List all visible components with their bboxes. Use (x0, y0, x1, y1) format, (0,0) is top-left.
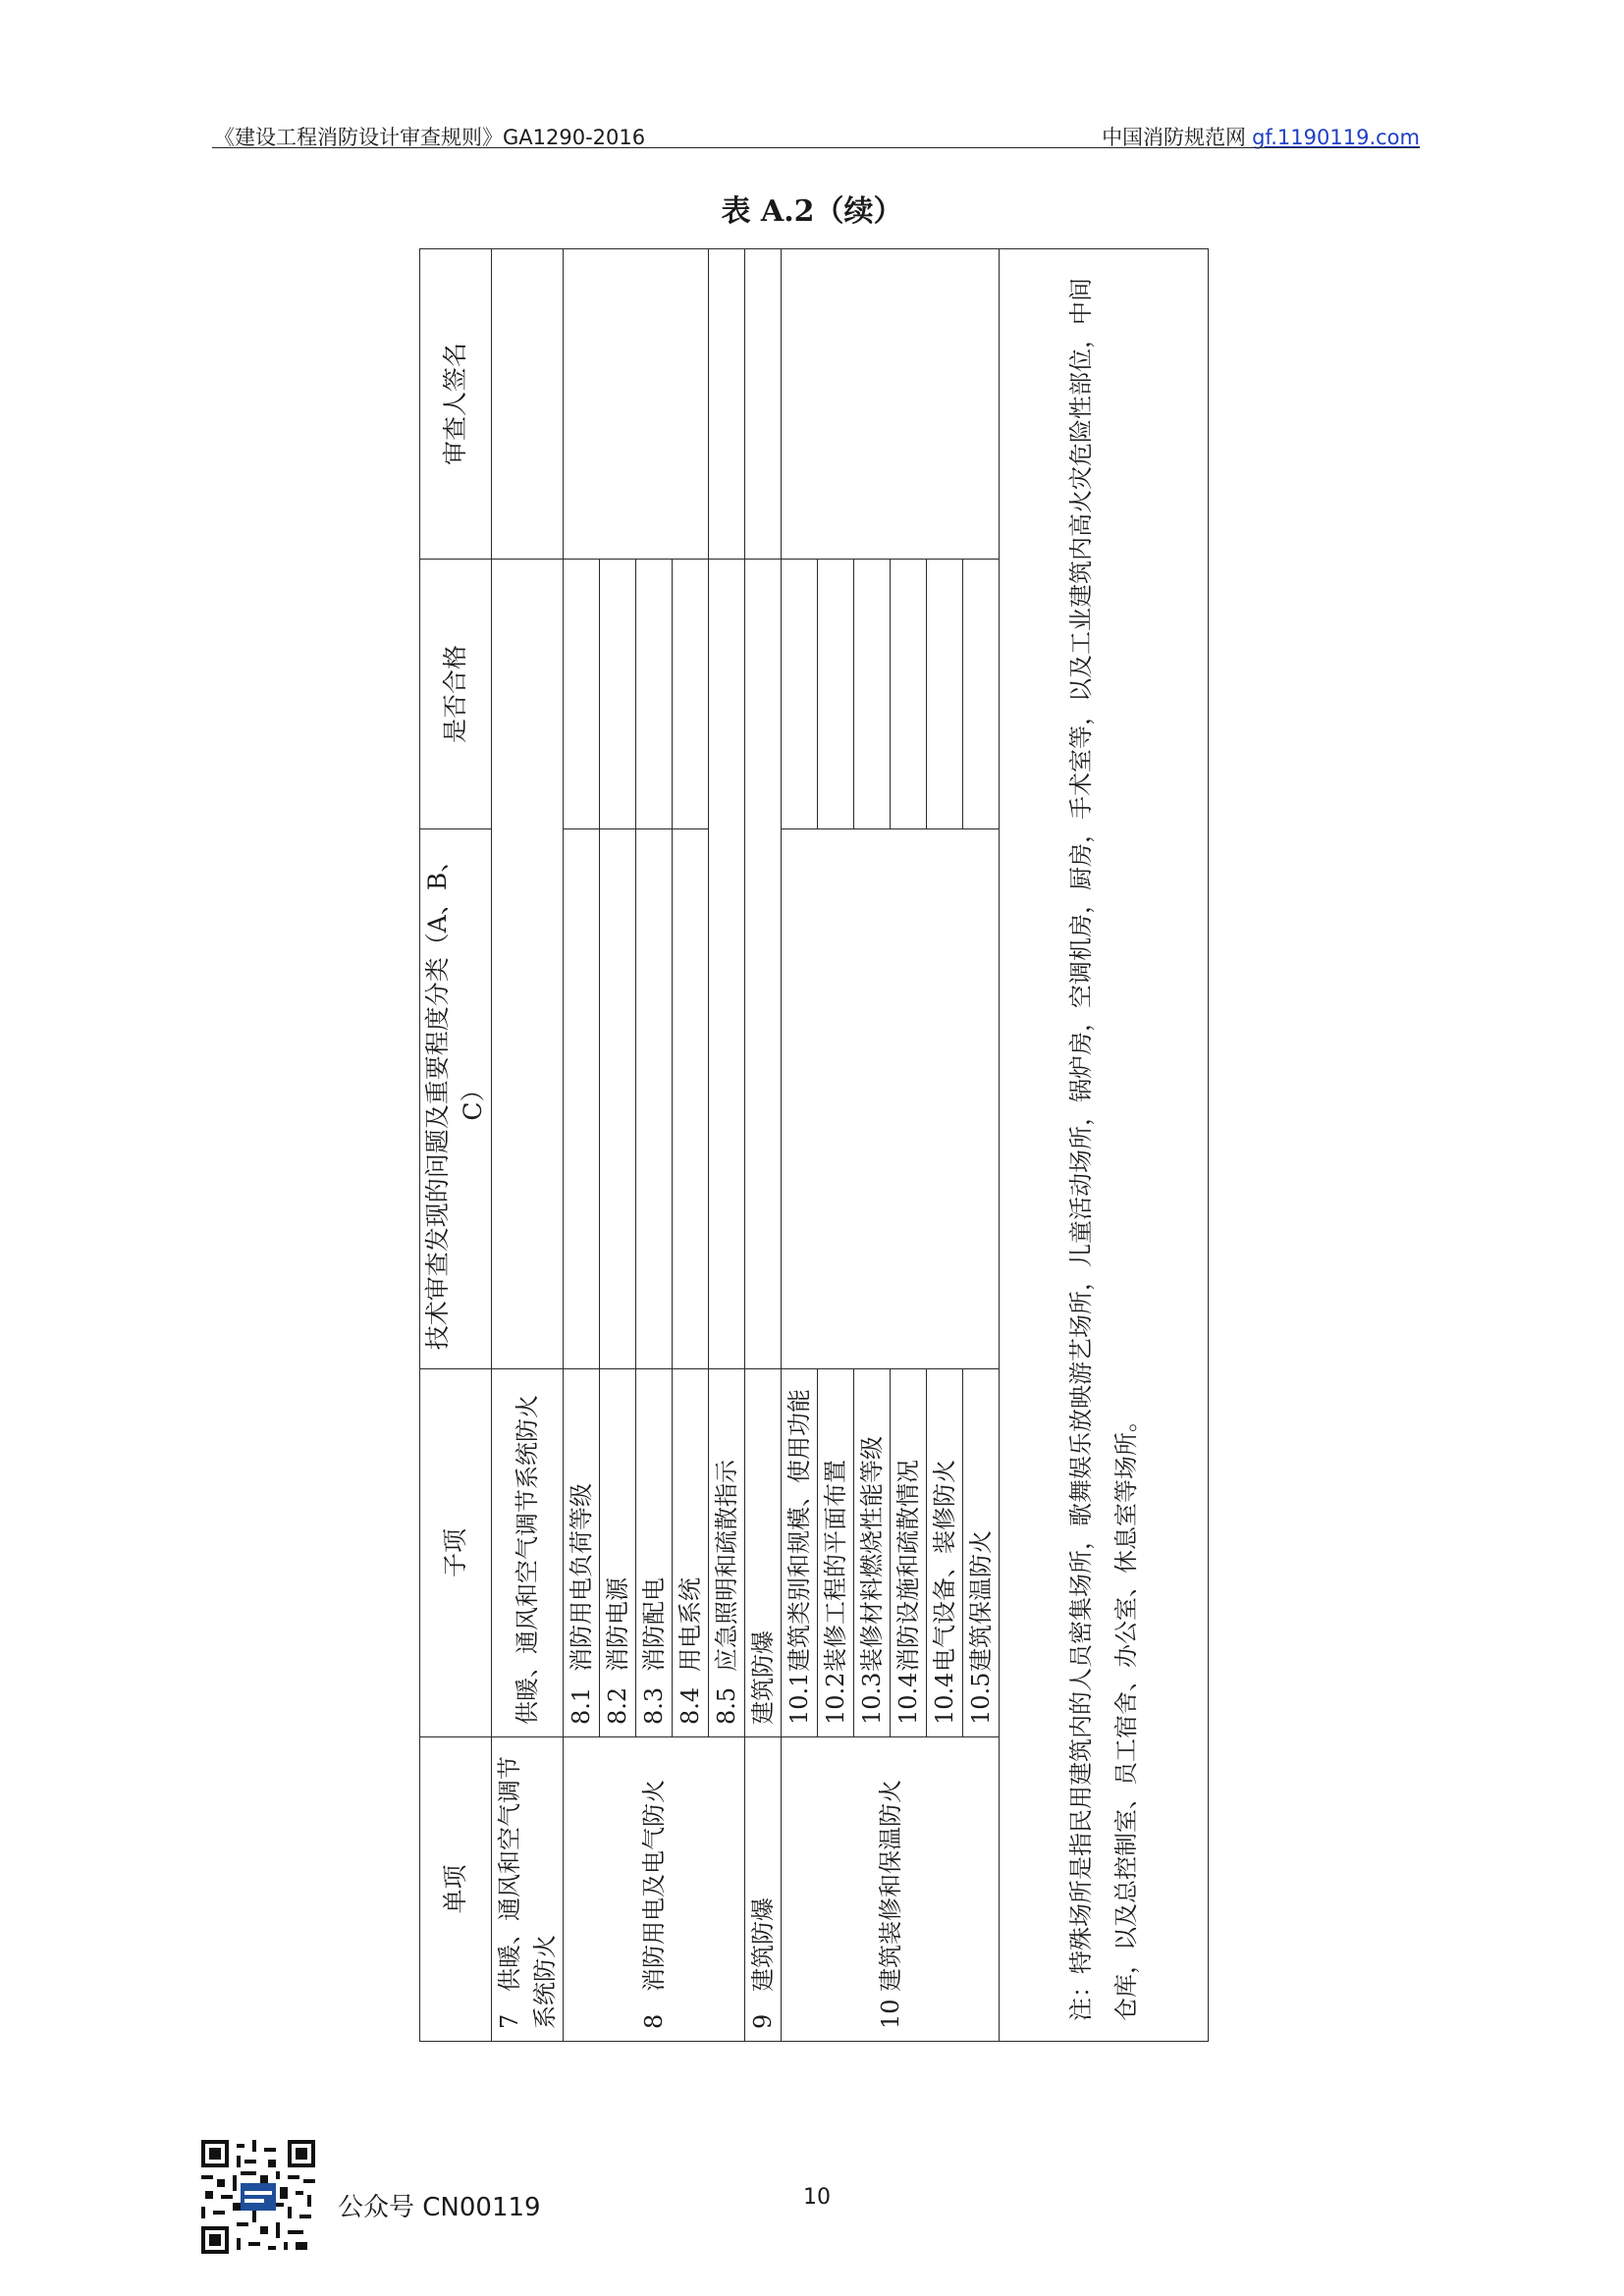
table-row (782, 249, 818, 2042)
subitem-cell: 10.4消防设施和疏散情况 (891, 1369, 927, 1737)
issues-cell (745, 560, 782, 1369)
qualified-cell (891, 560, 927, 829)
qualified-cell (600, 560, 636, 829)
qualified-cell (782, 560, 818, 829)
issues-cell (564, 829, 600, 1369)
issues-cell (709, 560, 745, 1369)
table-header-row (420, 249, 492, 2042)
qualified-cell (636, 560, 673, 829)
page-number: 10 (803, 2185, 831, 2210)
table-row (492, 249, 564, 2042)
item-cell: 10建筑装修和保温防火 (782, 1737, 1000, 2042)
subitem-cell: 10.4电气设备、装修防火 (927, 1369, 963, 1737)
signature-cell (492, 249, 564, 560)
qualified-cell (564, 560, 600, 829)
subitem-cell: 10.1建筑类别和规模、使用功能 (782, 1369, 818, 1737)
header-signature: 审查人签名 (420, 249, 492, 560)
signature-cell (782, 249, 1000, 560)
qualified-cell (927, 560, 963, 829)
qualified-cell (963, 560, 1000, 829)
header-doc-title: 《建设工程消防设计审查规则》GA1290-2016 (214, 126, 646, 149)
subitem-cell: 8.1消防用电负荷等级 (564, 1369, 600, 1737)
qualified-cell (818, 560, 854, 829)
qualified-cell (854, 560, 891, 829)
subitem-cell: 10.3装修材料燃烧性能等级 (854, 1369, 891, 1737)
subitem-cell: 供暖、通风和空气调节系统防火 (492, 1369, 564, 1737)
header-subitem: 子项 (420, 1369, 492, 1737)
review-table (419, 248, 1209, 2042)
issues-cell (600, 829, 636, 1369)
signature-cell (564, 249, 709, 560)
item-cell: 9建筑防爆 (745, 1737, 782, 2042)
signature-cell (745, 249, 782, 560)
subitem-cell: 8.4用电系统 (673, 1369, 709, 1737)
signature-cell (709, 249, 745, 560)
issues-cell (673, 829, 709, 1369)
qr-code-icon (201, 2140, 315, 2254)
table-row (745, 249, 782, 2042)
header-divider (212, 147, 1420, 148)
header-site-link[interactable]: gf.1190119.com (1252, 126, 1420, 149)
table-title: 表 A.2（续） (721, 194, 903, 229)
subitem-cell: 10.5建筑保温防火 (963, 1369, 1000, 1737)
table-note: 注：特殊场所是指民用建筑内的人员密集场所，歌舞娱乐放映游艺场所，儿童活动场所，锅炉房，空调机房，厨房，手术室等，以及工业建筑内高火灾危险性部位，中间仓库，以及总控制室、员工宿舍、办公室、休息室等场所。 (1000, 249, 1209, 2042)
subitem-cell: 8.2消防电源 (600, 1369, 636, 1737)
header-site-name: 中国消防规范网 (1102, 126, 1247, 149)
table-row (564, 249, 600, 2042)
footer-wechat: 公众号 CN00119 (338, 2193, 541, 2222)
item-cell: 7供暖、通风和空气调节系统防火 (492, 1737, 564, 2042)
subitem-cell: 建筑防爆 (745, 1369, 782, 1737)
header-qualified: 是否合格 (420, 560, 492, 829)
table-note-row (1000, 249, 1209, 2042)
subitem-cell: 10.2装修工程的平面布置 (818, 1369, 854, 1737)
issues-cell (782, 829, 1000, 1369)
subitem-cell: 8.3消防配电 (636, 1369, 673, 1737)
issues-cell (636, 829, 673, 1369)
issues-cell (492, 560, 564, 1369)
item-cell: 8消防用电及电气防火 (564, 1737, 745, 2042)
subitem-cell: 8.5应急照明和疏散指示 (709, 1369, 745, 1737)
header-issues: 技术审查发现的问题及重要程度分类（A、B、C） (420, 829, 492, 1369)
review-table-rotated (419, 249, 1209, 2042)
header-item: 单项 (420, 1737, 492, 2042)
qualified-cell (673, 560, 709, 829)
